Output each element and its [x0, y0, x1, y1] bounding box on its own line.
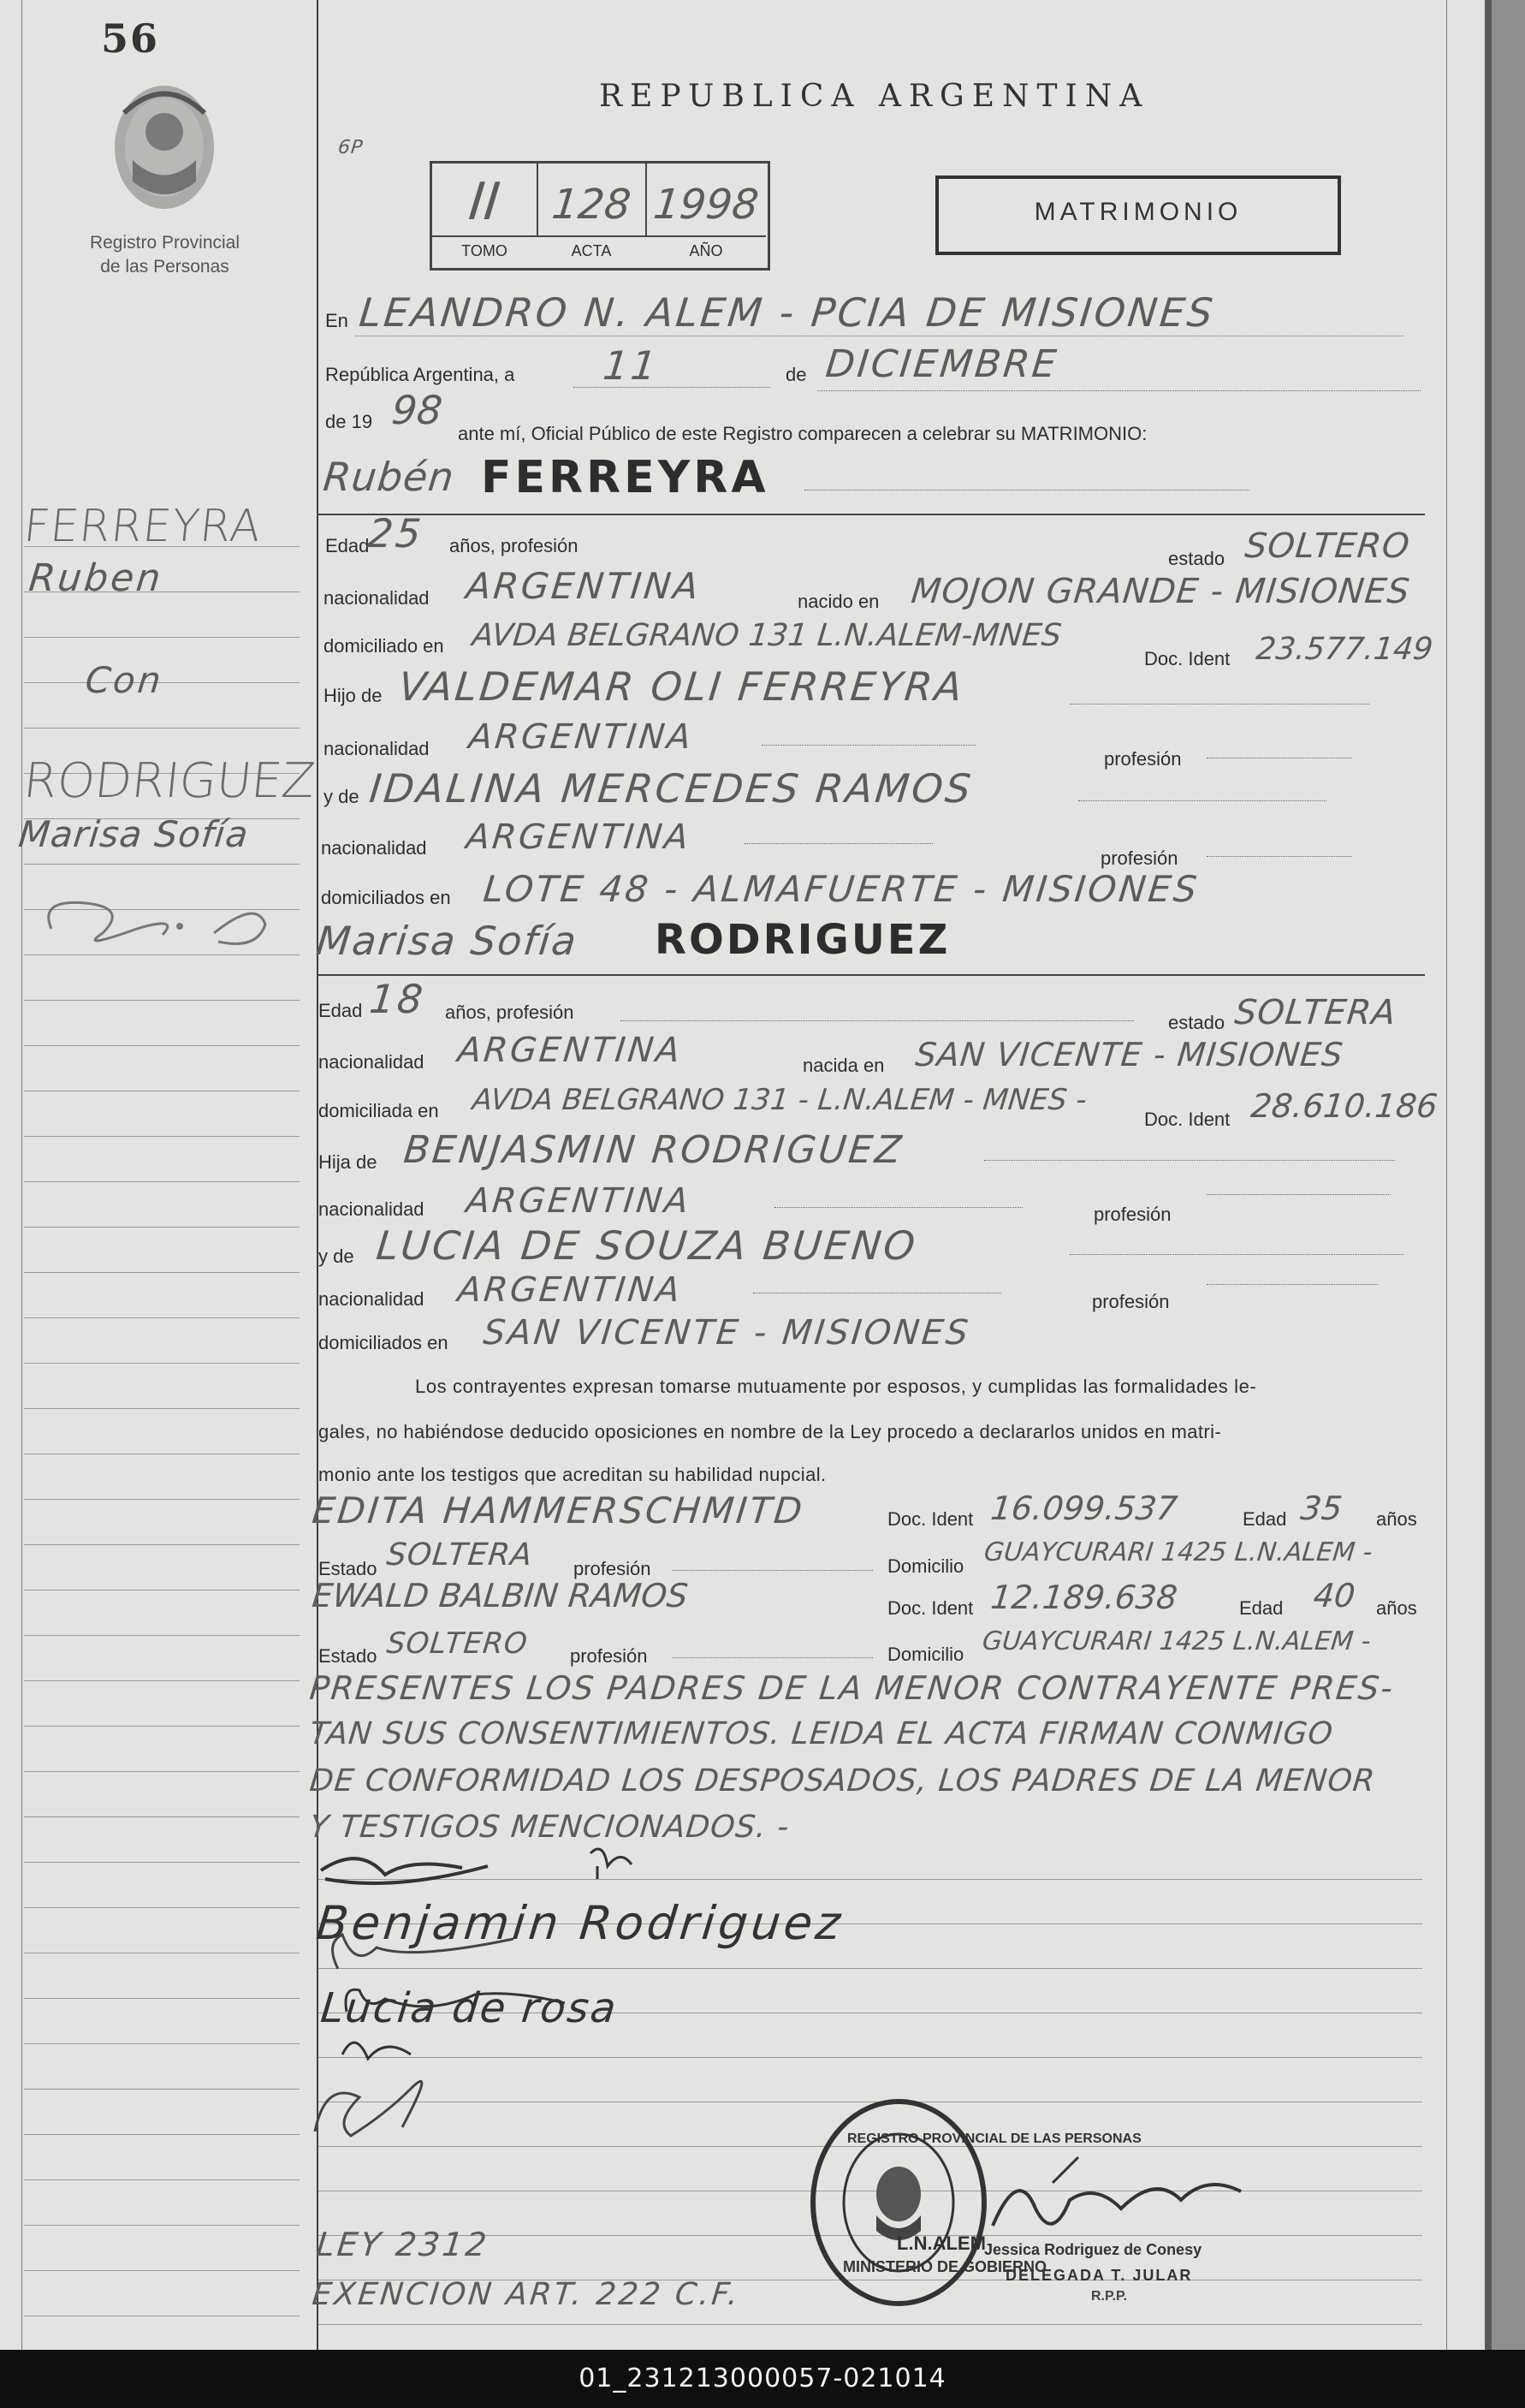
bride-birthplace: SAN VICENTE - MISIONES: [913, 1036, 1345, 1073]
margin-rule: [24, 1726, 300, 1727]
bride-surname: RODRIGUEZ: [655, 916, 951, 964]
label-nacionalidad-5: nacionalidad: [318, 1198, 424, 1220]
official-line-1: Jessica Rodriguez de Conesy: [984, 2241, 1202, 2258]
rule: [804, 490, 1249, 491]
tomo-cell: [432, 164, 538, 235]
margin-rule: [24, 2270, 300, 2271]
margin-bride-name: Marisa Sofía: [16, 813, 252, 855]
groom-birthplace: MOJON GRANDE - MISIONES: [909, 572, 1412, 611]
label-hija-de: Hija de: [318, 1151, 377, 1173]
note-line-4: Y TESTIGOS MENCIONADOS. -: [307, 1810, 792, 1845]
bride-divider: [317, 974, 1425, 976]
country-title: REPUBLICA ARGENTINA: [599, 79, 1150, 114]
witness1-doc: 16.099.537: [988, 1489, 1179, 1527]
label-nacido-en: nacido en: [798, 591, 880, 612]
label-profesion-6: profesión: [570, 1645, 648, 1667]
margin-rule: [24, 1227, 300, 1228]
bride-father-nationality: ARGENTINA: [464, 1181, 693, 1221]
official-seal-icon: [804, 2096, 993, 2310]
label-domicilio: Domicilio: [887, 1555, 964, 1577]
margin-rule: [24, 1998, 300, 1999]
margin-rule: [24, 1181, 300, 1182]
rule: [620, 1020, 1134, 1021]
witness2-doc: 12.189.638: [988, 1579, 1179, 1616]
note-line-2: TAN SUS CONSENTIMIENTOS. LEIDA EL ACTA FIRMAN CONMIGO: [307, 1716, 1335, 1751]
bride-address: AVDA BELGRANO 131 - L.N.ALEM - MNES -: [470, 1083, 1089, 1117]
anio-label: AÑO: [689, 242, 723, 259]
witness2-estado: SOLTERO: [384, 1626, 530, 1661]
body-rule: [318, 2324, 1422, 2325]
groom-mother: IDALINA MERCEDES RAMOS: [367, 765, 976, 812]
label-estado: estado: [1168, 548, 1225, 569]
label-row: [432, 235, 766, 237]
margin-rule: [24, 1317, 300, 1318]
label-domiciliados-en-2: domiciliados en: [318, 1332, 448, 1353]
tomo-value: II: [466, 172, 503, 232]
groom-estado: SOLTERO: [1243, 526, 1412, 566]
record-number-box: [430, 161, 770, 271]
margin-rule: [24, 1680, 300, 1681]
note-line-1: PRESENTES LOS PADRES DE LA MENOR CONTRAYENTE PRES-: [307, 1669, 1397, 1707]
witness1-estado: SOLTERA: [384, 1537, 535, 1573]
groom-nationality: ARGENTINA: [464, 565, 703, 607]
event-month: DICIEMBRE: [823, 342, 1061, 386]
witness2-address: GUAYCURARI 1425 L.N.ALEM -: [981, 1626, 1373, 1656]
document-type: MATRIMONIO: [1034, 198, 1243, 226]
margin-rule: [24, 2043, 300, 2044]
official-line-3: R.P.P.: [1091, 2289, 1128, 2304]
label-doc-ident: Doc. Ident: [1144, 648, 1231, 669]
rule: [1070, 1254, 1403, 1255]
bride-estado: SOLTERA: [1232, 993, 1398, 1032]
label-domiciliada-en: domiciliada en: [318, 1100, 439, 1121]
rule: [745, 843, 933, 844]
margin-rule: [24, 637, 300, 638]
left-border: [21, 0, 22, 2350]
acta-value: 128: [549, 181, 633, 229]
rule: [762, 745, 976, 746]
groom-age: 25: [365, 510, 426, 556]
margin-con: Con: [83, 659, 166, 701]
margin-rule: [24, 1045, 300, 1046]
groom-doc: 23.577.149: [1254, 632, 1435, 667]
margin-rule: [24, 1136, 300, 1137]
registry-label-2: de las Personas: [100, 257, 229, 276]
label-profesion-2: profesión: [1101, 847, 1178, 869]
label-estado-3: Estado: [318, 1558, 377, 1579]
bride-doc: 28.610.186: [1249, 1087, 1439, 1125]
margin-bride-surname: RODRIGUEZ: [21, 753, 318, 809]
acta-cell: [537, 164, 647, 235]
label-nacionalidad: nacionalidad: [323, 587, 430, 609]
label-nacionalidad-3: nacionalidad: [321, 837, 427, 859]
rule: [984, 1160, 1395, 1161]
rule: [1207, 1194, 1391, 1195]
label-anios: años: [1376, 1508, 1417, 1530]
label-edad-3: Edad: [1243, 1508, 1287, 1530]
bride-given-name: Marisa Sofía: [314, 918, 580, 964]
label-domiciliado-en: domiciliado en: [323, 635, 444, 657]
margin-groom-surname: FERREYRA: [21, 501, 264, 552]
label-nacida-en: nacida en: [803, 1055, 885, 1076]
rule: [1070, 704, 1369, 705]
corner-mark: 6P: [336, 137, 365, 158]
witness1-age: 35: [1298, 1489, 1344, 1527]
official-line-2: DELEGADA T. JULAR: [1006, 2267, 1193, 2284]
label-anios-profesion-2: años, profesión: [445, 1002, 574, 1023]
signature-1: Benjamin Rodriguez: [313, 1896, 847, 1950]
rule: [573, 387, 770, 388]
scan-footer: [0, 2350, 1525, 2408]
bride-mother-nationality: ARGENTINA: [455, 1270, 685, 1310]
margin-rule: [24, 1635, 300, 1636]
rule: [672, 1657, 873, 1658]
anio-cell: [646, 164, 766, 235]
declaration-line-2: gales, no habiéndose deducido oposiciones en nombre de la Ley procedo a declararlos unidos en matri-: [318, 1421, 1222, 1442]
declaration-line-3: monio ante los testigos que acreditan su habilidad nupcial.: [318, 1464, 827, 1485]
label-republica: República Argentina, a: [325, 364, 515, 385]
note-line-3: DE CONFORMIDAD LOS DESPOSADOS, LOS PADRES DE LA MENOR: [307, 1763, 1377, 1799]
seal-center: L.N.ALEM: [897, 2233, 986, 2254]
seal-bottom: MINISTERIO DE GOBIERNO: [843, 2258, 1047, 2275]
label-nacionalidad-4: nacionalidad: [318, 1051, 424, 1073]
file-code: 01_231213000057-021014: [579, 2363, 946, 2393]
page-number: 56: [101, 15, 160, 62]
label-hijo-de: Hijo de: [323, 685, 383, 706]
rule: [817, 390, 1421, 391]
witness2-name: EWALD BALBIN RAMOS: [310, 1577, 690, 1614]
margin-groom-name: Ruben: [27, 556, 166, 600]
groom-mother-nationality: ARGENTINA: [464, 818, 693, 857]
label-en: En: [325, 310, 348, 331]
margin-rule: [24, 1544, 300, 1545]
label-de-19: de 19: [325, 411, 373, 432]
label-estado-4: Estado: [318, 1645, 377, 1667]
event-year: 98: [389, 387, 445, 433]
event-place: LEANDRO N. ALEM - PCIA DE MISIONES: [357, 289, 1218, 336]
label-doc-ident-4: Doc. Ident: [887, 1597, 974, 1619]
rule: [672, 1570, 873, 1571]
margin-rule: [24, 1272, 300, 1273]
label-estado-2: estado: [1168, 1012, 1225, 1033]
margin-rule: [24, 1816, 300, 1817]
right-border: [1446, 0, 1447, 2350]
groom-father: VALDEMAR OLI FERREYRA: [396, 663, 967, 710]
margin-rule: [24, 864, 300, 865]
label-profesion-4: profesión: [1092, 1291, 1170, 1312]
margin-rule: [24, 1408, 300, 1409]
groom-surname: FERREYRA: [481, 452, 769, 503]
bride-father: BENJASMIN RODRIGUEZ: [401, 1128, 906, 1172]
label-profesion-3: profesión: [1094, 1204, 1172, 1225]
coat-of-arms-icon: [107, 79, 223, 216]
label-edad-4: Edad: [1239, 1597, 1284, 1619]
document-type-box: [935, 175, 1341, 255]
tomo-label: TOMO: [461, 242, 507, 259]
footer-note-2: EXENCION ART. 222 C.F.: [310, 2277, 743, 2312]
label-profesion: profesión: [1104, 748, 1182, 770]
witness2-age: 40: [1311, 1577, 1357, 1614]
label-doc-ident-3: Doc. Ident: [887, 1508, 974, 1530]
declaration-line-1: Los contrayentes expresan tomarse mutuamente por esposos, y cumplidas las formalidades le-: [415, 1376, 1257, 1397]
label-y-de: y de: [323, 786, 359, 807]
groom-given-name: Rubén: [321, 454, 457, 500]
margin-rule: [24, 2225, 300, 2226]
bride-parents-address: SAN VICENTE - MISIONES: [481, 1313, 973, 1353]
margin-rule: [24, 1000, 300, 1001]
groom-divider: [317, 514, 1425, 515]
event-day: 11: [601, 342, 662, 389]
groom-parents-address: LOTE 48 - ALMAFUERTE - MISIONES: [481, 868, 1202, 910]
witness1-name: EDITA HAMMERSCHMITD: [310, 1489, 807, 1531]
margin-rule: [24, 1862, 300, 1863]
rule: [1207, 1284, 1378, 1285]
seal-ring: REGISTRO PROVINCIAL DE LAS PERSONAS: [847, 2132, 1142, 2146]
bride-age: 18: [367, 976, 428, 1022]
label-anios-profesion: años, profesión: [449, 535, 579, 556]
rule: [1207, 856, 1352, 857]
margin-rule: [24, 2089, 300, 2090]
book-edge: [1485, 0, 1525, 2350]
margin-rule: [24, 1499, 300, 1500]
label-profesion-5: profesión: [573, 1558, 651, 1579]
margin-rule: [24, 1771, 300, 1772]
label-anios-2: años: [1376, 1597, 1417, 1619]
anio-value: 1998: [650, 181, 762, 229]
margin-rule: [24, 2134, 300, 2135]
intro-text: ante mí, Oficial Público de este Registro comparecen a celebrar su MATRIMONIO:: [458, 423, 1148, 444]
acta-label: ACTA: [571, 242, 612, 259]
label-edad: Edad: [325, 535, 370, 556]
witness1-address: GUAYCURARI 1425 L.N.ALEM -: [982, 1537, 1374, 1567]
signature-2: Lucia de rosa: [318, 1984, 620, 2032]
label-domiciliados-en: domiciliados en: [321, 887, 451, 908]
groom-father-nationality: ARGENTINA: [466, 717, 696, 757]
label-domicilio-2: Domicilio: [887, 1644, 964, 1665]
rule: [1078, 800, 1326, 801]
margin-rule: [24, 2179, 300, 2180]
margin-signature-icon: [34, 882, 282, 959]
label-nacionalidad-6: nacionalidad: [318, 1288, 424, 1310]
label-de: de: [786, 364, 807, 385]
label-edad-2: Edad: [318, 1000, 363, 1021]
footer-note-1: LEY 2312: [314, 2226, 491, 2263]
label-nacionalidad-2: nacionalidad: [323, 738, 430, 759]
label-doc-ident-2: Doc. Ident: [1144, 1109, 1231, 1130]
label-y-de-2: y de: [318, 1246, 354, 1267]
groom-address: AVDA BELGRANO 131 L.N.ALEM-MNES: [470, 618, 1064, 653]
bride-mother: LUCIA DE SOUZA BUENO: [374, 1222, 920, 1269]
registry-label-1: Registro Provincial: [89, 233, 240, 253]
bride-nationality: ARGENTINA: [455, 1031, 685, 1070]
margin-rule: [24, 1907, 300, 1908]
rule: [774, 1207, 1023, 1208]
margin-rule: [24, 1363, 300, 1364]
